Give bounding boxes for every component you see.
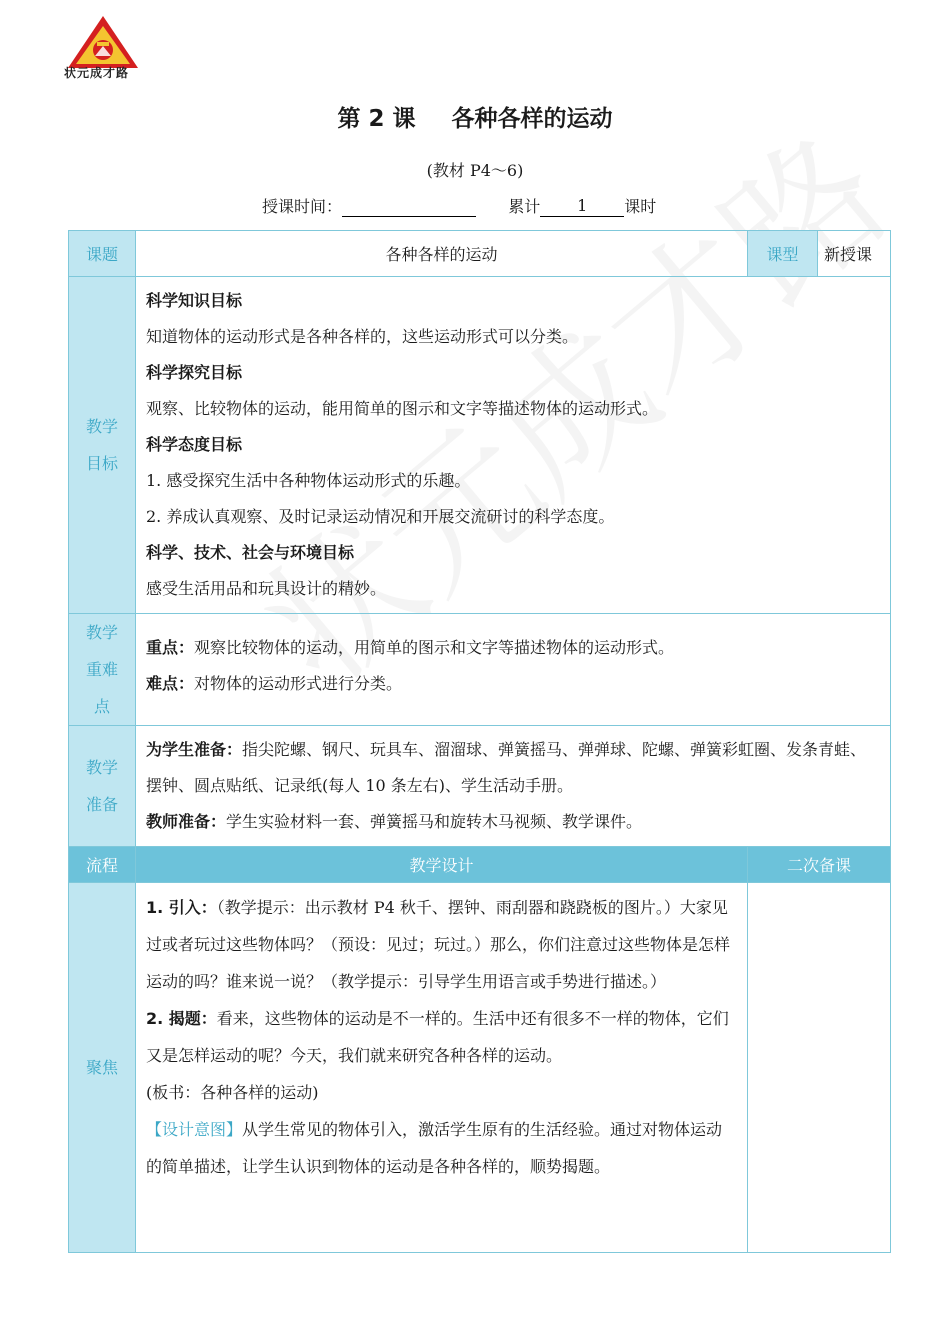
- prep-label-line: 准备: [85, 795, 118, 814]
- intro-step: [146, 889, 737, 1000]
- type-value: 新授课: [818, 231, 891, 277]
- design-intent-label: 【设计意图】: [146, 1120, 243, 1139]
- student-prep: [146, 732, 880, 804]
- attitude-goal-item: 1. 感受探究生活中各种物体运动形式的乐趣。: [146, 471, 471, 490]
- topic-label: 课题: [69, 231, 136, 277]
- key-points-content: [136, 614, 891, 726]
- goals-label-line: 目标: [85, 454, 118, 473]
- focus-section-content: [136, 883, 748, 1253]
- difficulty-label: 难点：: [146, 674, 195, 693]
- difficulty-point: [146, 666, 880, 702]
- attitude-goal-title: 科学态度目标: [146, 435, 243, 454]
- focus-section-label: 聚焦: [69, 883, 136, 1253]
- teacher-prep: [146, 804, 880, 840]
- lesson-number: 第 2 课: [337, 106, 416, 132]
- board-note: (板书：各种各样的运动): [146, 1083, 319, 1102]
- page-title: [0, 100, 950, 133]
- design-intent-text: 从学生常见的物体引入，激活学生原有的生活经验。通过对物体运动的简单描述，让学生认识到物体的运动是各种各样的，顺势揭题。: [146, 1120, 723, 1176]
- table-row: [69, 231, 891, 277]
- time-label: 授课时间：: [262, 197, 343, 216]
- second-prep-cell[interactable]: [748, 883, 891, 1253]
- topic-value: 各种各样的运动: [136, 231, 748, 277]
- table-row: [69, 847, 891, 883]
- teacher-prep-text: 学生实验材料一套、弹簧摇马和旋转木马视频、教学课件。: [226, 812, 643, 831]
- design-header: 教学设计: [136, 847, 748, 883]
- table-row: [69, 614, 891, 726]
- inquiry-goal-title: 科学探究目标: [146, 363, 243, 382]
- unit-label: 课时: [624, 197, 657, 216]
- goals-label-line: 教学: [85, 417, 118, 436]
- intro-label: 1. 引入：: [146, 898, 217, 917]
- focus-point: [146, 630, 880, 666]
- total-label: 累计: [508, 197, 541, 216]
- inquiry-goal-text: 观察、比较物体的运动，能用简单的图示和文字等描述物体的运动形式。: [146, 399, 659, 418]
- sts-goal-title: 科学、技术、社会与环境目标: [146, 543, 355, 562]
- flow-header: 流程: [69, 847, 136, 883]
- student-prep-text: 指尖陀螺、钢尺、玩具车、溜溜球、弹簧摇马、弹弹球、陀螺、弹簧彩虹圈、发条青蛙、摆钟、圆点贴纸、记录纸(每人 10 条左右)、学生活动手册。: [146, 740, 867, 795]
- second-prep-header: 二次备课: [748, 847, 891, 883]
- teacher-prep-label: 教师准备：: [146, 812, 227, 831]
- table-row: [69, 726, 891, 847]
- prep-content: [136, 726, 891, 847]
- table-row: [69, 883, 891, 1253]
- intro-text: （教学提示：出示教材 P4 秋千、摆钟、雨刮器和跷跷板的图片。）大家见过或者玩过这些物体吗？（预设：见过；玩过。）那么，你们注意过这些物体是怎样运动的吗？谁来说一说？（教学提示：引导学生用语言或手势进行描述。）: [146, 898, 731, 991]
- key-label-line: 点: [93, 697, 110, 716]
- key-points-label: [69, 614, 136, 726]
- student-prep-label: 为学生准备：: [146, 740, 243, 759]
- type-label: 课型: [748, 231, 818, 277]
- prep-label: [69, 726, 136, 847]
- lesson-plan-table: [68, 230, 891, 1253]
- prep-label-line: 教学: [85, 758, 118, 777]
- key-label-line: 教学: [85, 623, 118, 642]
- focus-text: 观察比较物体的运动，用简单的图示和文字等描述物体的运动形式。: [194, 638, 675, 657]
- reveal-step: [146, 1000, 737, 1074]
- total-value: 1: [540, 196, 624, 217]
- teaching-time-line: [262, 194, 656, 217]
- goals-content: [136, 277, 891, 614]
- attitude-goal-item: 2. 养成认真观察、及时记录运动情况和开展交流研讨的科学态度。: [146, 507, 615, 526]
- key-label-line: 重难: [85, 660, 118, 679]
- brand-name: 状元成才路: [64, 66, 130, 80]
- design-intent: [146, 1111, 737, 1185]
- sts-goal-text: 感受生活用品和玩具设计的精妙。: [146, 579, 387, 598]
- lesson-topic: 各种各样的运动: [451, 106, 613, 132]
- time-blank: [342, 196, 476, 217]
- goals-label: [69, 277, 136, 614]
- reveal-text: 看来，这些物体的运动是不一样的。生活中还有很多不一样的物体，它们又是怎样运动的呢？今天，我们就来研究各种各样的运动。: [146, 1009, 729, 1065]
- reveal-label: 2. 揭题：: [146, 1009, 217, 1028]
- textbook-pages: (教材 P4～6): [426, 161, 524, 180]
- science-goal-text: 知道物体的运动形式是各种各样的，这些运动形式可以分类。: [146, 327, 579, 346]
- difficulty-text: 对物体的运动形式进行分类。: [194, 674, 403, 693]
- focus-label: 重点：: [146, 638, 195, 657]
- table-row: [69, 277, 891, 614]
- science-goal-title: 科学知识目标: [146, 291, 243, 310]
